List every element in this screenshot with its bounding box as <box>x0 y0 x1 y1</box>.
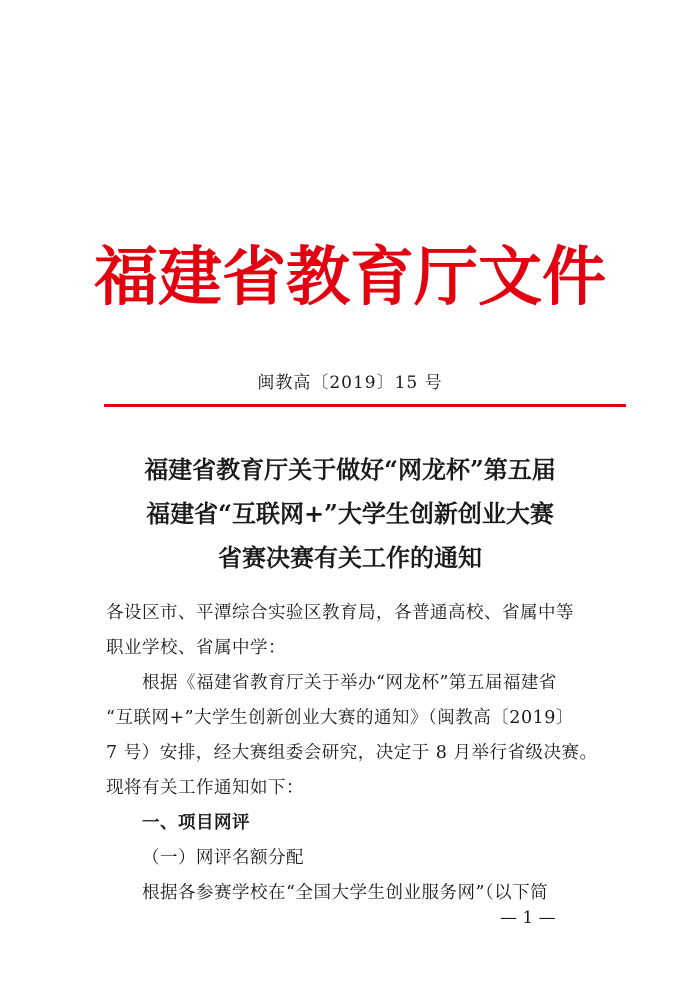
subsection-heading: （一）网评名额分配 <box>142 848 304 868</box>
notice-title <box>0 448 700 580</box>
body-line: 现将有关工作通知如下： <box>106 778 304 798</box>
title-line: 省赛决赛有关工作的通知 <box>218 543 482 572</box>
red-divider <box>104 404 626 407</box>
title-line: 福建省“互联网+”大学生创新创业大赛 <box>146 499 554 528</box>
page-number: — 1 — <box>500 908 556 928</box>
body-line: 根据《福建省教育厅关于举办“网龙杯”第五届福建省 <box>142 673 557 693</box>
document-number: 闽教高〔2019〕15 号 <box>257 373 443 393</box>
body-line: 职业学校、省属中学： <box>106 638 286 658</box>
masthead-title: 福建省教育厅文件 <box>94 240 606 315</box>
section-heading: 一、项目网评 <box>142 813 250 833</box>
body-line: 根据各参赛学校在“全国大学生创业服务网”（以下简 <box>142 883 549 903</box>
body-line: “互联网+”大学生创新创业大赛的通知》（闽教高〔2019〕 <box>106 708 574 728</box>
body-line: 各设区市、平潭综合实验区教育局，各普通高校、省属中等 <box>106 603 574 623</box>
body-text <box>106 596 606 911</box>
title-line: 福建省教育厅关于做好“网龙杯”第五届 <box>144 455 556 484</box>
body-line: 7 号）安排，经大赛组委会研究，决定于 8 月举行省级决赛。 <box>106 743 598 763</box>
